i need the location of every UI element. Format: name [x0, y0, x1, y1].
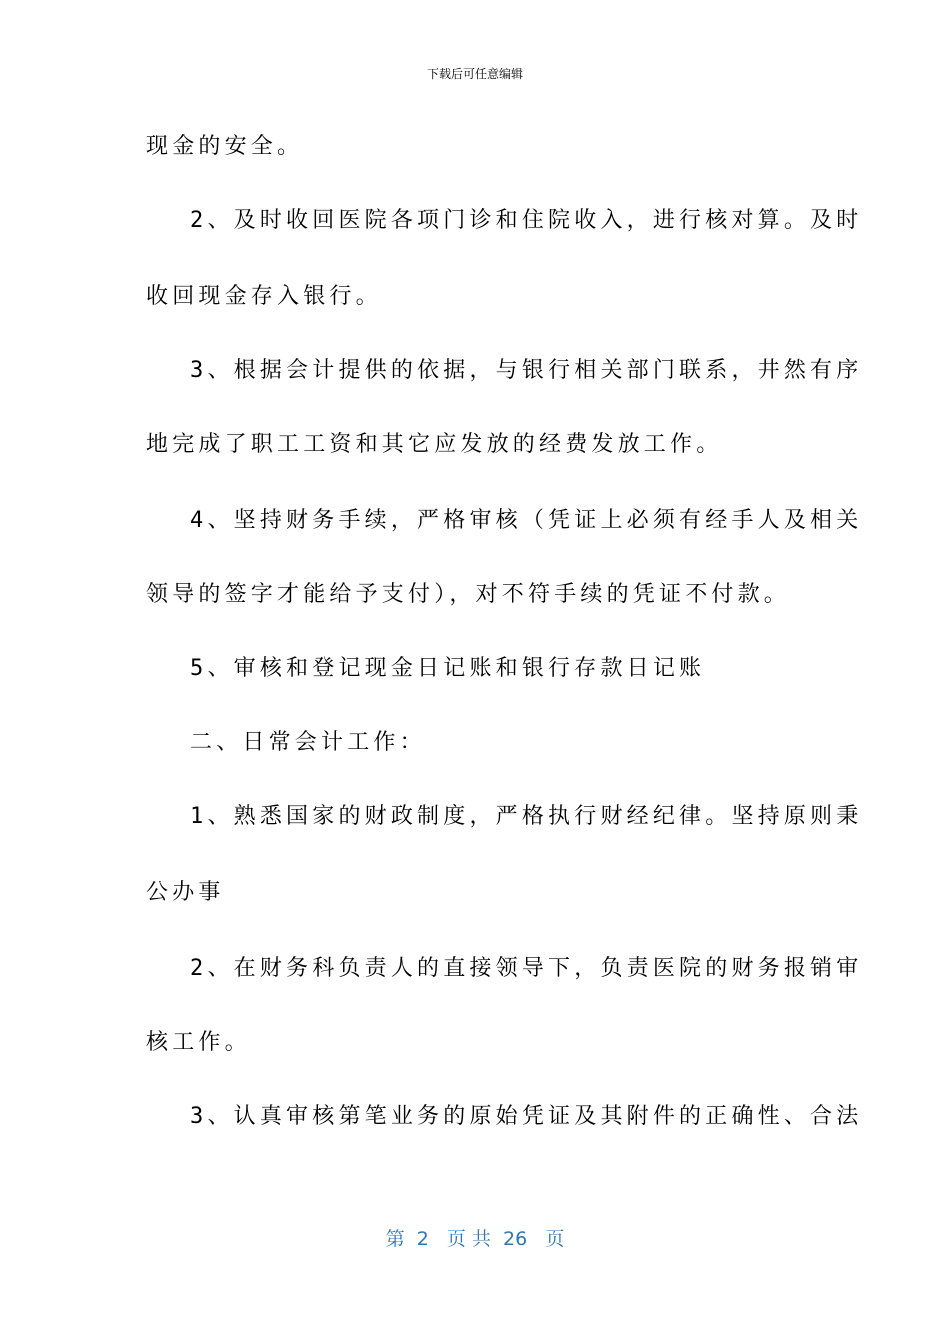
body-line-2: 2、及时收回医院各项门诊和住院收入，进行核对算。及时: [190, 208, 863, 233]
page-number-footer: 第 2 页 共 26 页: [385, 1228, 565, 1250]
section-heading: 二、日常会计工作：: [190, 730, 426, 755]
body-line-5: 地完成了职工工资和其它应发放的经费发放工作。: [146, 432, 723, 457]
body-line-4: 3、根据会计提供的依据，与银行相关部门联系，井然有序: [190, 358, 863, 383]
body-line-8: 5、审核和登记现金日记账和银行存款日记账: [190, 656, 706, 681]
body-line-13: 核工作。: [146, 1030, 251, 1055]
body-line-12: 2、在财务科负责人的直接领导下，负责医院的财务报销审: [190, 956, 863, 981]
body-line-14: 3、认真审核第笔业务的原始凭证及其附件的正确性、合法: [190, 1104, 863, 1129]
body-line-10: 1、熟悉国家的财政制度，严格执行财经纪律。坚持原则秉: [190, 804, 863, 829]
body-line-6: 4、坚持财务手续，严格审核（凭证上必须有经手人及相关: [190, 508, 863, 533]
body-line-11: 公办事: [146, 880, 225, 905]
body-line-7: 领导的签字才能给予支付），对不符手续的凭证不付款。: [146, 582, 791, 607]
page-header: 下载后可任意编辑: [426, 67, 523, 81]
body-line-1: 现金的安全。: [146, 134, 304, 159]
body-line-3: 收回现金存入银行。: [146, 284, 382, 309]
